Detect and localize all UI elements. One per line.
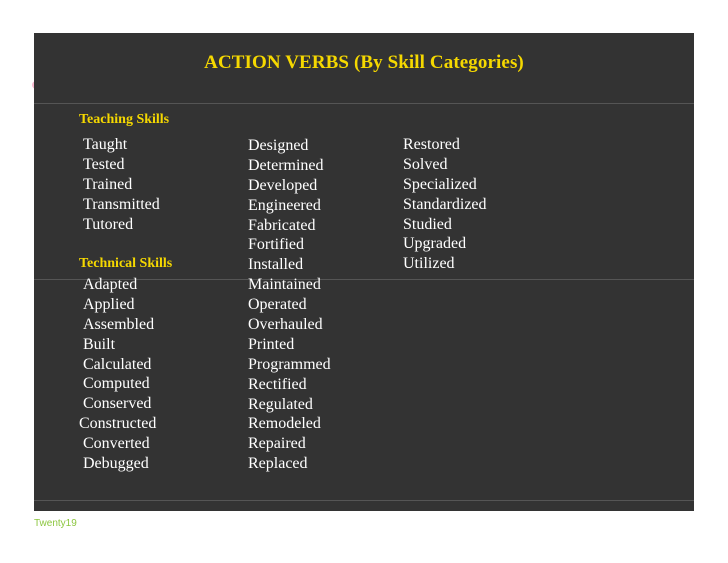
slide-title: ACTION VERBS (By Skill Categories) xyxy=(204,52,524,73)
section-technical-skills: Technical Skills xyxy=(79,256,173,271)
verb-item: Computed xyxy=(83,375,150,393)
verb-item: Engineered xyxy=(248,196,321,214)
verb-item: Assembled xyxy=(83,315,155,333)
verb-item: Transmitted xyxy=(83,195,160,213)
verb-item: Conserved xyxy=(83,395,152,413)
footer-copyright: © 2010 www.twenty19.com xyxy=(465,513,590,525)
verb-item: Installed xyxy=(248,256,304,274)
verb-item: Fabricated xyxy=(248,216,316,234)
verb-item: Constructed xyxy=(79,415,157,433)
verb-item: Fortified xyxy=(248,236,304,254)
verb-item: Repaired xyxy=(248,435,306,453)
verb-item: Replaced xyxy=(248,455,308,473)
verb-item: Calculated xyxy=(83,355,152,373)
divider-bottom xyxy=(34,500,694,501)
verbs-column-2 xyxy=(248,136,331,474)
verb-item: Applied xyxy=(83,295,135,313)
verb-item: Adapted xyxy=(83,276,138,293)
verb-item: Restored xyxy=(403,136,460,153)
section-teaching-skills: Teaching Skills xyxy=(79,112,170,127)
verb-item: Utilized xyxy=(403,255,455,273)
verb-item: Taught xyxy=(83,136,128,153)
verb-item: Upgraded xyxy=(403,235,467,253)
verb-item: Developed xyxy=(248,176,318,194)
verbs-column-3 xyxy=(403,135,487,274)
verb-item: Operated xyxy=(248,296,307,314)
teaching-verbs-list xyxy=(83,135,160,234)
verb-item: Debugged xyxy=(83,455,149,473)
verb-item: Tutored xyxy=(83,215,134,233)
verb-item: Determined xyxy=(248,156,324,174)
verb-item: Overhauled xyxy=(248,316,323,334)
verb-item: Converted xyxy=(83,435,150,453)
verb-item: Regulated xyxy=(248,395,313,413)
verb-item: Solved xyxy=(403,155,448,173)
verb-item: Designed xyxy=(248,137,309,154)
verb-item: Remodeled xyxy=(248,415,321,433)
verb-item: Rectified xyxy=(248,375,307,393)
verb-item: Maintained xyxy=(248,276,321,294)
verb-item: Studied xyxy=(403,215,452,233)
footer-page-number: 43 xyxy=(671,513,682,525)
logo-text: Twenty19 xyxy=(34,518,77,529)
verb-item: Printed xyxy=(248,335,295,353)
twenty19-logo xyxy=(34,514,84,530)
verb-item: Standardized xyxy=(403,195,487,213)
verb-item: Programmed xyxy=(248,355,331,373)
technical-verbs-list xyxy=(79,275,157,474)
footer-guide-text: SmartResume - Resume guide for Students and Freshers xyxy=(138,513,387,525)
footer-version: Version 2.0 xyxy=(400,513,451,525)
verb-item: Built xyxy=(83,335,116,353)
verb-item: Tested xyxy=(83,155,125,173)
verb-item: Specialized xyxy=(403,175,477,193)
divider-top xyxy=(34,103,694,104)
verb-item: Trained xyxy=(83,175,133,193)
